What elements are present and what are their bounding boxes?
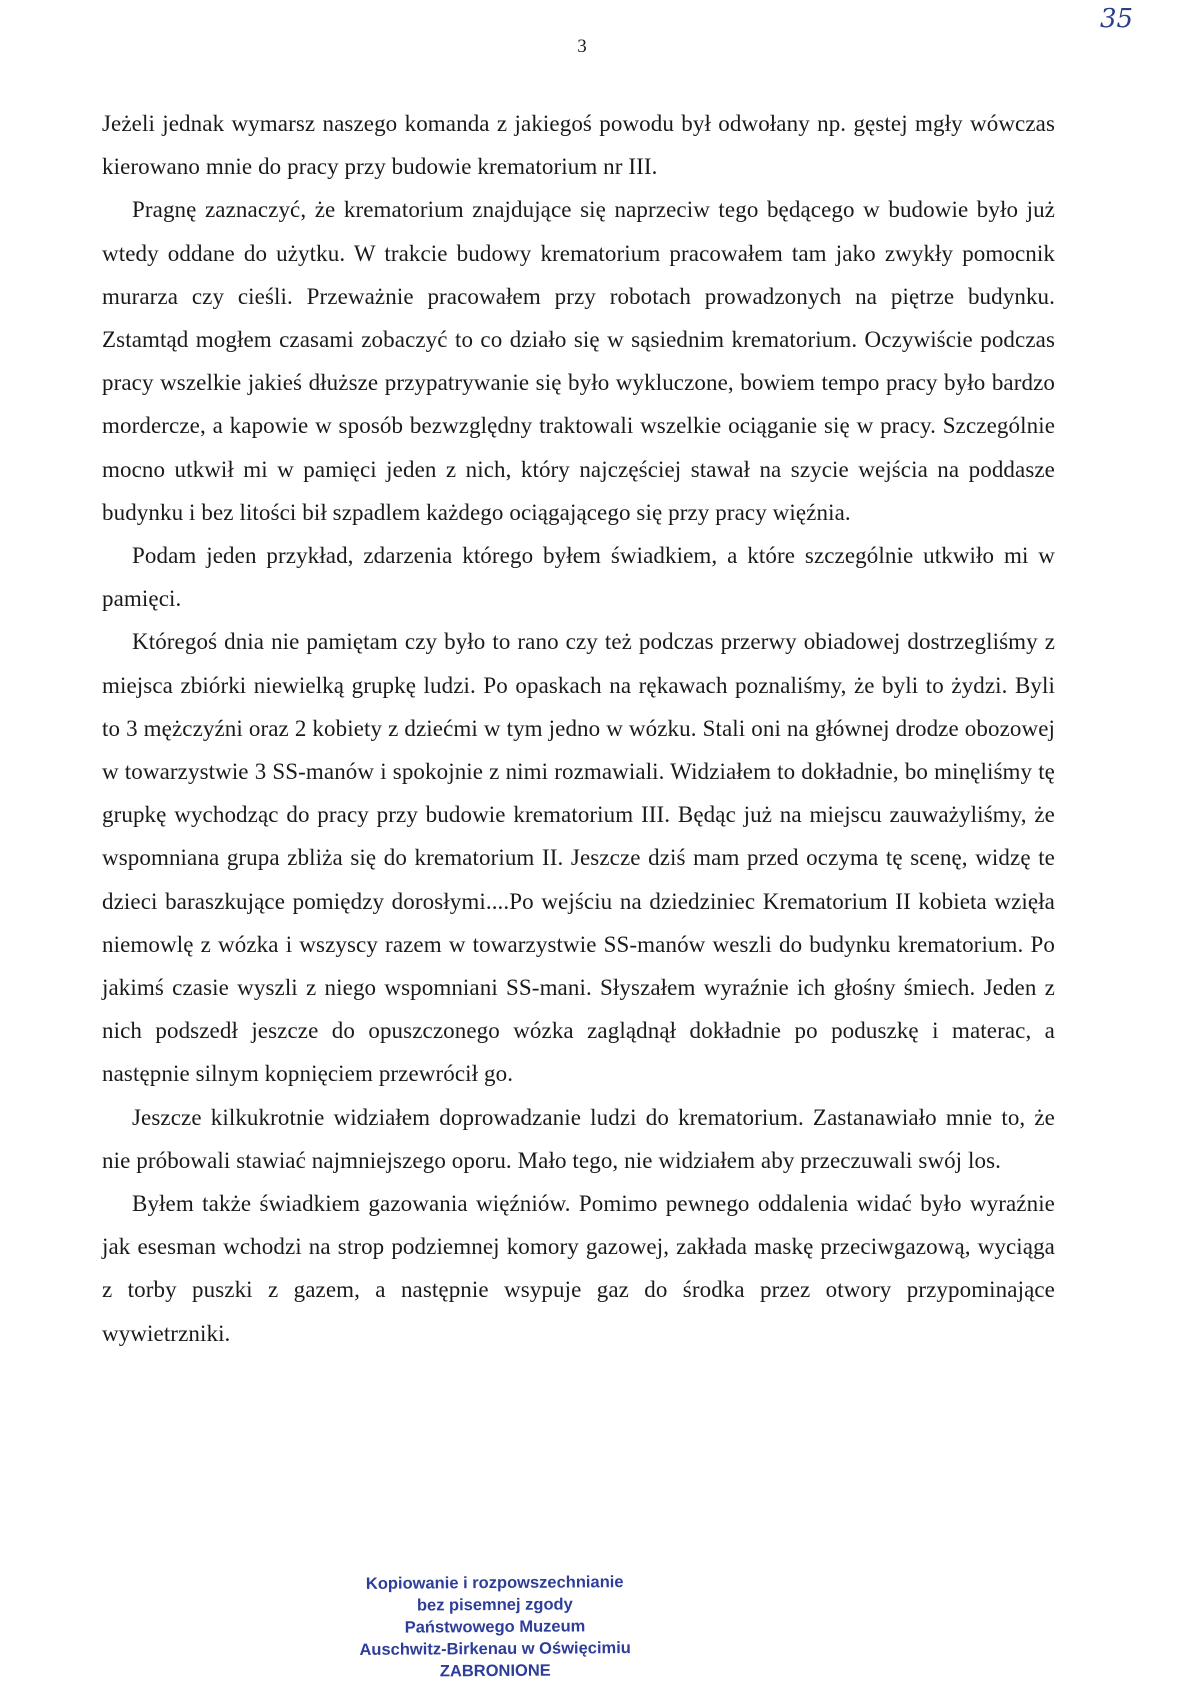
stamp-line: bez pisemnej zgody <box>416 1595 573 1615</box>
paragraph-1: Jeżeli jednak wymarsz naszego komanda z jakiegoś powodu był odwołany np. gęstej mgły wówczas kierowano mnie do pracy przy budowie krematorium nr III. <box>102 111 1055 180</box>
page-number: 3 <box>577 36 587 57</box>
stamp-line: Kopiowanie i rozpowszechnianie <box>365 1573 624 1593</box>
stamp-line: Auschwitz-Birkenau w Oświęcimiu <box>359 1639 631 1659</box>
archive-page-number-handwritten: 35 <box>1100 4 1134 34</box>
paragraph-2: Pragnę zaznaczyć, że krematorium znajdujące się naprzeciw tego będącego w budowie było już wtedy oddane do użytku. W trakcie budowy krematorium pracowałem tam jako zwykły pomocnik murarza czy cieśli. Przeważnie pracowałem przy robotach prowadzonych na piętrze budynku. Zstamtąd mogłem czasami zobaczyć to co działo się w sąsiednim krematorium. Oczywiście podczas pracy wszelkie jakieś dłuższe przypatrywanie się było wykluczone, bowiem tempo pracy było bardzo mordercze, a kapowie w sposób bezwzględny traktowali wszelkie ociąganie się w pracy. Szczególnie mocno utkwił mi w pamięci jeden z nich, który najczęściej stawał na szycie wejścia na poddasze budynku i bez litości bił szpadlem każdego ociągającego się przy pracy więźnia. <box>102 197 1055 525</box>
stamp-line: ZABRONIONE <box>439 1661 551 1681</box>
paragraph-5: Jeszcze kilkukrotnie widziałem doprowadzanie ludzi do krematorium. Zastanawiało mnie to, że nie próbowali stawiać najmniejszego oporu. Mało tego, nie widziałem aby przeczuwali swój los. <box>102 1104 1055 1173</box>
stamp-line: Państwowego Muzeum <box>404 1617 586 1637</box>
paragraph-3: Podam jeden przykład, zdarzenia którego byłem świadkiem, a które szczególnie utkwiło mi w pamięci. <box>102 543 1055 612</box>
document-body <box>102 102 1055 1355</box>
paragraph-6: Byłem także świadkiem gazowania więźniów. Pomimo pewnego oddalenia widać było wyraźnie jak esesman wchodzi na strop podziemnej komory gazowej, zakłada maskę przeciwgazową, wyciąga z torby puszki z gazem, a następnie wsypuje gaz do środka przez otwory przypominające wywietrzniki. <box>102 1191 1055 1346</box>
copyright-stamp <box>330 1571 661 1683</box>
paragraph-4: Któregoś dnia nie pamiętam czy było to rano czy też podczas przerwy obiadowej dostrzegliśmy z miejsca zbiórki niewielką grupkę ludzi. Po opaskach na rękawach poznaliśmy, że byli to żydzi. Byli to 3 mężczyźni oraz 2 kobiety z dziećmi w tym jedno w wózku. Stali oni na głównej drodze obozowej w towarzystwie 3 SS-manów i spokojnie z nimi rozmawiali. Widziałem to dokładnie, bo minęliśmy tę grupkę wychodząc do pracy przy budowie krematorium III. Będąc już na miejscu zauważyliśmy, że wspomniana grupa zbliża się do krematorium II. Jeszcze dziś mam przed oczyma tę scenę, widzę te dzieci baraszkujące pomiędzy dorosłymi....Po wejściu na dziedziniec Krematorium II kobieta wzięła niemowlę z wózka i wszyscy razem w towarzystwie SS-manów weszli do budynku krematorium. Po jakimś czasie wyszli z niego wspomniani SS-mani. Słyszałem wyraźnie ich głośny śmiech. Jeden z nich podszedł jeszcze do opuszczonego wózka zaglądnął dokładnie po poduszkę i materac, a następnie silnym kopnięciem przewrócił go. <box>102 629 1055 1087</box>
